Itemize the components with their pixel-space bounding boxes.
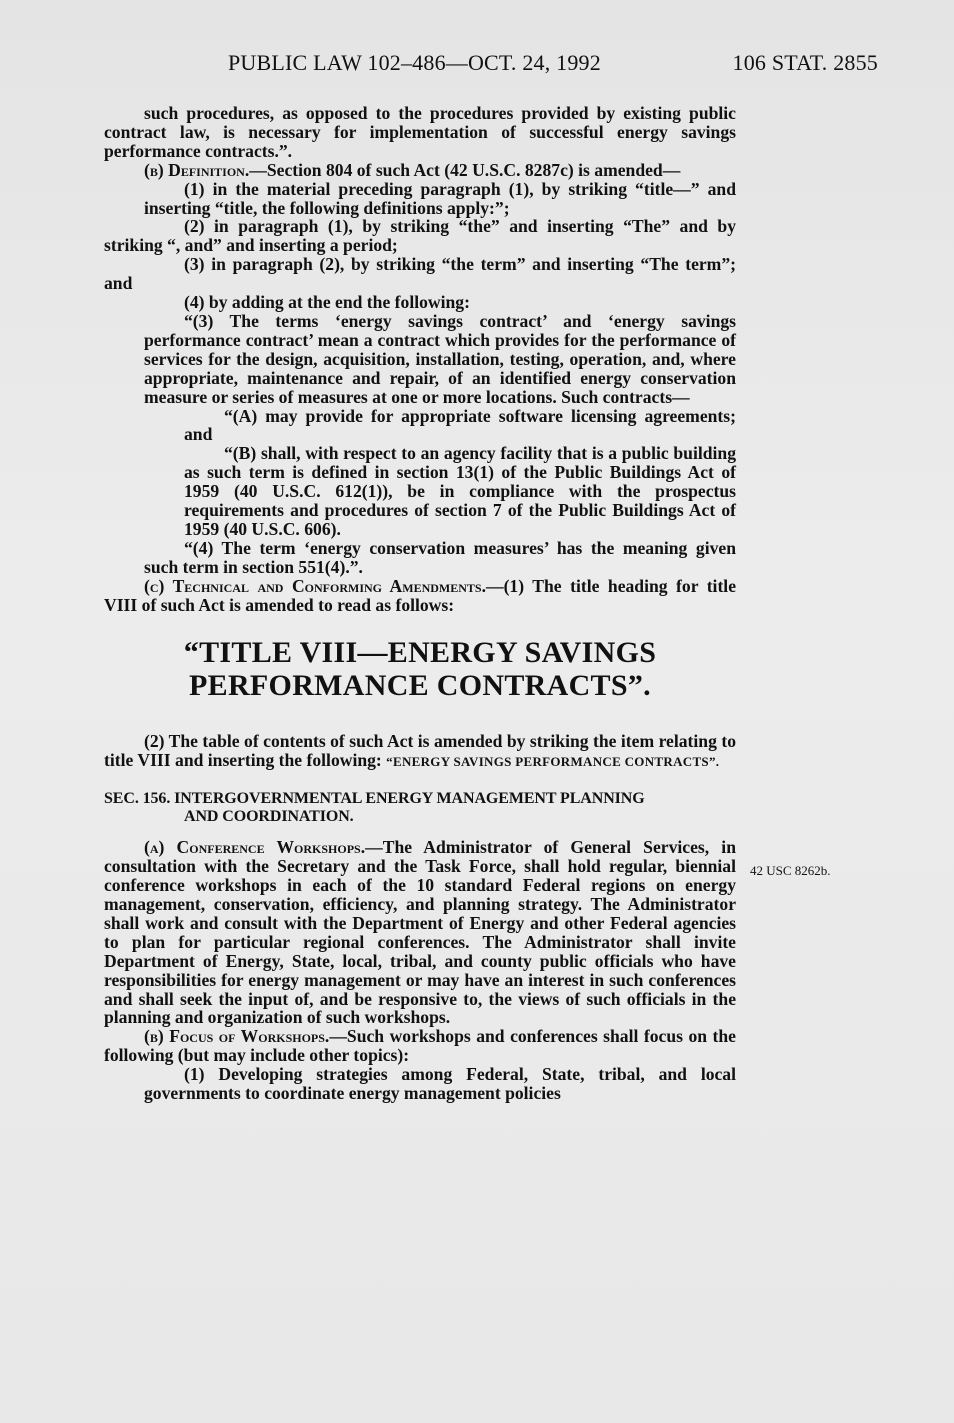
inserted-definition-3: “(3) The terms ‘energy savings contract’ and ‘energy savings performance contract’ mean a contract which provides for the performance of services for the design, acquisition, installation, testing, operation, and, where appropriate, maintenance and repair, of an identified energy conservation measure or series of measures at one or more locations. Such contracts— — [144, 310, 736, 407]
inserted-subparagraph-a: “(A) may provide for appropriate software licensing agreements; and — [184, 405, 736, 445]
paragraph-text: —Section 804 of such Act (42 U.S.C. 8287c) is amended— — [249, 159, 681, 180]
paragraph-technical-amendments — [104, 577, 736, 615]
running-head: PUBLIC LAW 102–486—OCT. 24, 1992 — [228, 50, 601, 75]
subsection-heading: (a) Conference Workshops. — [144, 837, 366, 858]
amendment-item-4: (4) by adding at the end the following: — [184, 292, 470, 313]
paragraph-definition — [104, 161, 736, 180]
inserted-definition-4: “(4) The term ‘energy conservation measures’ has the meaning given such term in section 551(4).”. — [144, 537, 736, 577]
paragraph-table-of-contents — [104, 732, 736, 772]
title-heading-line-2: PERFORMANCE CONTRACTS”. — [189, 669, 651, 703]
inserted-subparagraph-b: “(B) shall, with respect to an agency facility that is a public building as such term is defined in section 13(1) of the Public Buildings Act of 1959 (40 U.S.C. 612(1)), be in compliance with the prospectus requirements and procedures of section 7 of the Public Buildings Act of 1959 (40 U.S.C. 606). — [184, 443, 736, 539]
paragraph-text: —The Administrator of General Services, in consultation with the Secretary and the Task Force, shall hold regular, biennial conference workshops in each of the 10 standard Federal regions on energy management, conservation, efficiency, and planning strategy. The Administrator shall work and consult with the Department of Energy and other Federal agencies to plan for particular regional conferences. The Administrator shall invite Department of Energy, State, local, tribal, and county public officials who have responsibilities for energy management or may have an interest in such conferences and shall seek the input of, and be responsive to, the views of such officials in the planning and organization of such workshops. — [104, 837, 736, 1028]
paragraph-text: (2) The table of contents of such Act is amended by striking the item relating to title VIII and inserting the following: — [104, 731, 736, 771]
amendment-item-3: (3) in paragraph (2), by striking “the term” and inserting “The term”; and — [104, 254, 736, 294]
title-heading — [104, 636, 736, 702]
subsection-heading: (b) Definition. — [144, 159, 250, 180]
paragraph-text: —(1) The title heading for title VIII of such Act is amended to read as follows: — [104, 575, 736, 615]
subsection-heading: (b) Focus of Workshops. — [144, 1026, 330, 1047]
focus-item-1: (1) Developing strategies among Federal, State, tribal, and local governments to coordinate energy management policies — [144, 1064, 736, 1104]
paragraph-focus-of-workshops — [104, 1027, 736, 1065]
subsection-heading: (c) Technical and Conforming Amendments. — [144, 575, 486, 596]
margin-citation: 42 USC 8262b. — [750, 863, 831, 878]
page-header — [228, 50, 878, 84]
section-heading-line-1: SEC. 156. INTERGOVERNMENTAL ENERGY MANAGEMENT PLANNING — [104, 790, 645, 808]
paragraph-conference-workshops — [104, 838, 736, 1027]
paragraph-text: —Such workshops and conferences shall focus on the following (but may include other topics): — [104, 1026, 736, 1066]
title-heading-line-1: “TITLE VIII—ENERGY SAVINGS — [183, 636, 657, 670]
amendment-item-1: (1) in the material preceding paragraph (1), by striking “title—” and inserting “title, the following definitions apply:”; — [144, 178, 736, 218]
section-heading — [104, 790, 736, 826]
paragraph-continuation: such procedures, as opposed to the procedures provided by existing public contract law, is necessary for implementation of successful energy savings performance contracts.”. — [104, 103, 736, 161]
section-heading-line-2: AND COORDINATION. — [184, 808, 354, 826]
amendment-item-2: (2) in paragraph (1), by striking “the” and inserting “The” and by striking “, and” and inserting a period; — [104, 216, 736, 256]
inserted-toc-entry: “ENERGY SAVINGS PERFORMANCE CONTRACTS”. — [386, 754, 720, 770]
statute-page-reference: 106 STAT. 2855 — [732, 50, 878, 75]
statute-body — [104, 104, 736, 1103]
